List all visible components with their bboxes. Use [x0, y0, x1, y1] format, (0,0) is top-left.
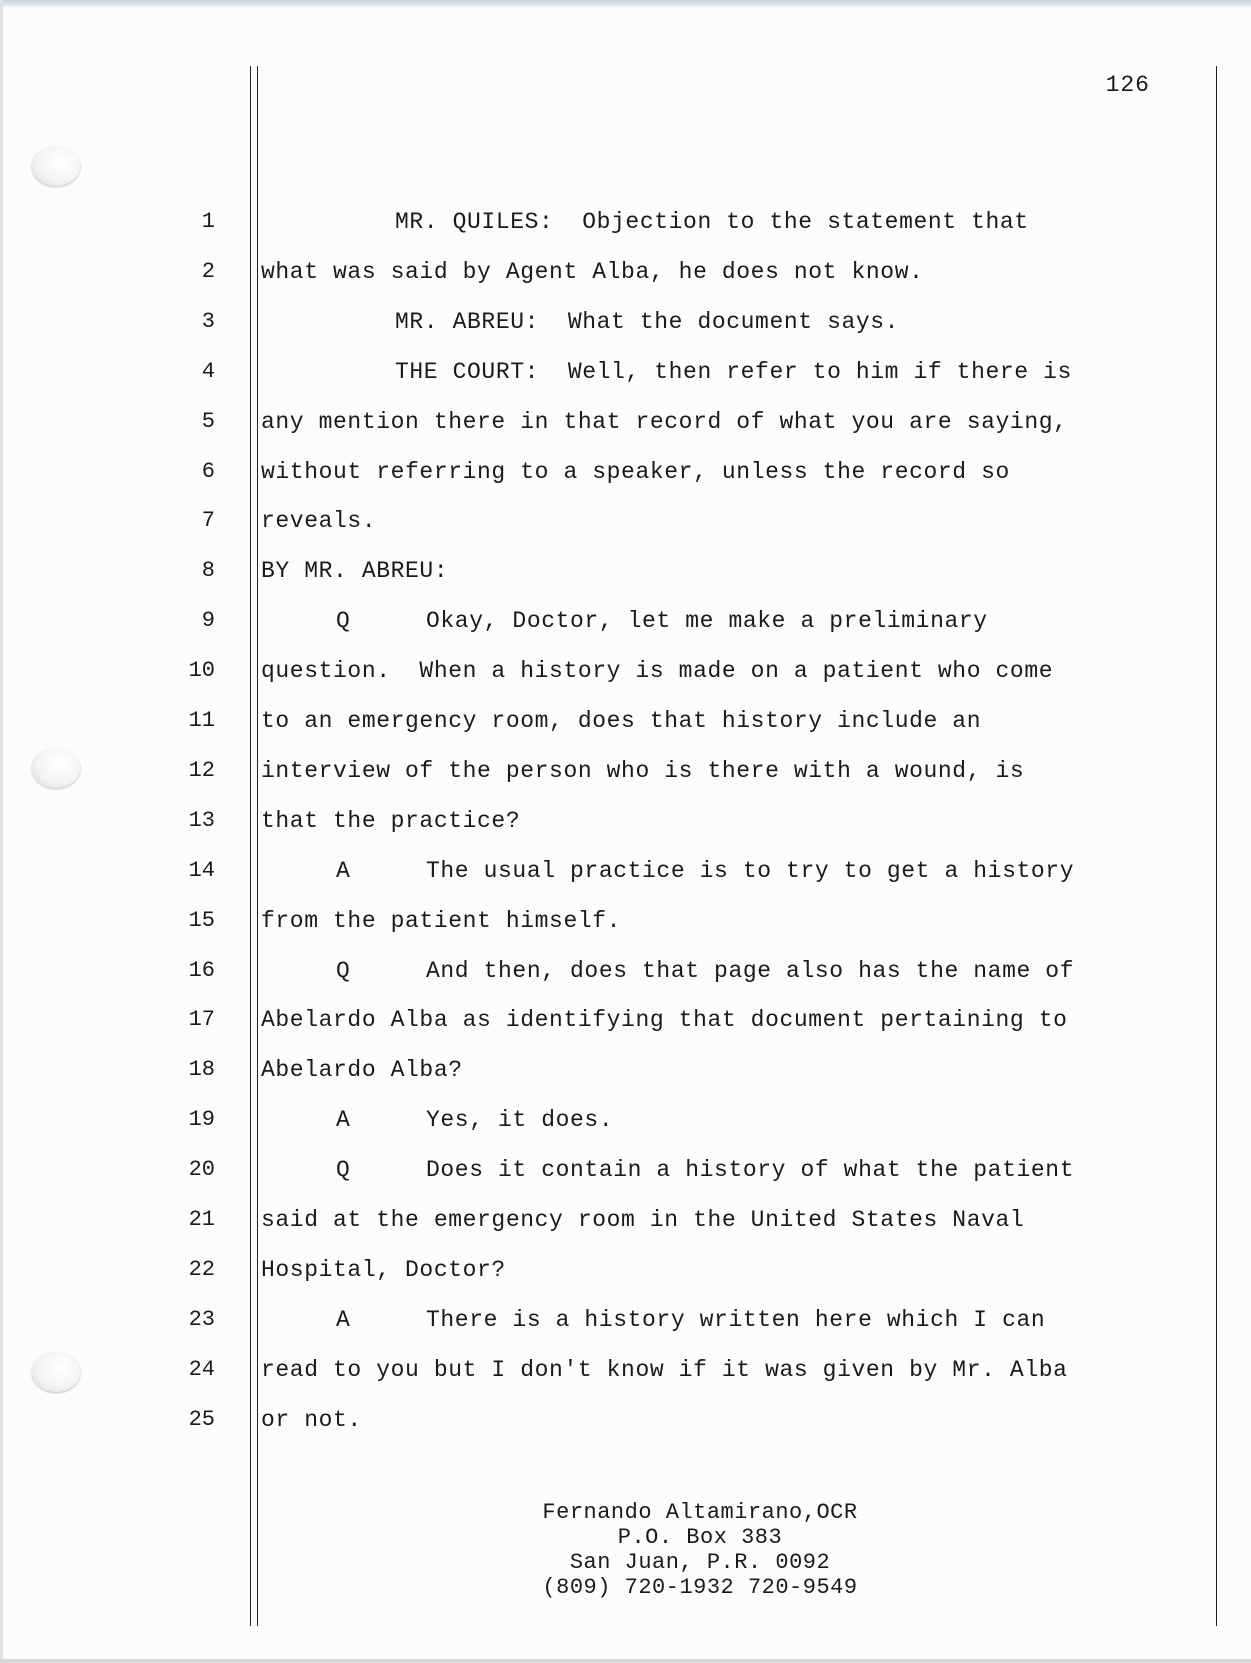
transcript-line	[0, 457, 1251, 487]
line-number: 1	[201, 209, 215, 234]
line-text: And then, does that page also has the name of	[426, 957, 1075, 984]
transcript-line	[0, 506, 1251, 536]
margin-rule-left-outer	[250, 66, 251, 1626]
line-text: Abelardo Alba?	[261, 1057, 463, 1084]
line-number: 19	[188, 1107, 215, 1133]
line-text: Does it contain a history of what the patient	[426, 1157, 1075, 1184]
transcript-line	[0, 1105, 1251, 1135]
line-number: 14	[188, 857, 215, 883]
line-number: 20	[188, 1157, 215, 1183]
line-text: Okay, Doctor, let me make a preliminary	[426, 608, 988, 635]
transcript-line	[0, 856, 1251, 886]
page-number: 126	[1105, 72, 1150, 98]
line-number: 5	[201, 408, 215, 434]
qa-marker: A	[336, 857, 351, 884]
reporter-name: Fernando Altamirano,OCR	[542, 1500, 858, 1525]
transcript-line	[0, 906, 1251, 936]
line-text: BY MR. ABREU:	[261, 558, 449, 585]
line-number: 21	[188, 1207, 215, 1232]
paper-bottom-edge	[0, 1659, 1251, 1663]
reporter-address: P.O. Box 383	[617, 1525, 783, 1550]
transcript-line	[0, 1255, 1251, 1285]
margin-rule-left-inner	[257, 66, 258, 1626]
reporter-phone: (809) 720-1932 720-9549	[542, 1575, 858, 1600]
line-number: 8	[201, 558, 215, 584]
line-text: what was said by Agent Alba, he does not know.	[261, 258, 924, 285]
line-text: The usual practice is to try to get a history	[426, 857, 1075, 884]
transcript-line	[0, 956, 1251, 986]
transcript-line	[0, 307, 1251, 337]
line-number: 7	[201, 508, 215, 534]
line-text: said at the emergency room in the United States Naval	[261, 1207, 1025, 1233]
qa-marker: Q	[336, 1157, 351, 1184]
transcript-line	[0, 1405, 1251, 1435]
transcript-line	[0, 357, 1251, 387]
line-text: Hospital, Doctor?	[261, 1256, 506, 1283]
line-number: 25	[188, 1406, 215, 1432]
line-number: 9	[201, 608, 215, 634]
qa-marker: Q	[336, 608, 351, 635]
transcript-line	[0, 1305, 1251, 1335]
line-number: 10	[188, 658, 215, 684]
line-text: interview of the person who is there with a wound, is	[261, 757, 1025, 784]
line-text: reveals.	[261, 508, 377, 535]
line-number: 3	[201, 308, 215, 334]
line-number: 18	[188, 1057, 215, 1083]
transcript-line	[0, 207, 1251, 237]
line-number: 11	[188, 708, 215, 733]
line-text: from the patient himself.	[261, 907, 622, 934]
qa-marker: Q	[336, 957, 351, 984]
punch-hole-top	[32, 146, 80, 186]
line-text: read to you but I don't know if it was given by Mr. Alba	[261, 1356, 1068, 1383]
transcript-line	[0, 1055, 1251, 1085]
line-number: 17	[188, 1007, 215, 1033]
reporter-city: San Juan, P.R. 0092	[569, 1550, 831, 1575]
line-text: MR. ABREU: What the document says.	[395, 308, 900, 335]
line-text: Yes, it does.	[426, 1107, 614, 1134]
line-text: or not.	[261, 1406, 362, 1433]
transcript-line	[0, 806, 1251, 836]
line-text: question. When a history is made on a patient who come	[261, 658, 1054, 685]
line-number: 15	[188, 907, 215, 933]
transcript-line	[0, 756, 1251, 786]
line-number: 13	[188, 807, 215, 833]
line-text: THE COURT: Well, then refer to him if there is	[395, 358, 1072, 385]
line-text: Abelardo Alba as identifying that document pertaining to	[261, 1007, 1068, 1034]
margin-rule-right	[1216, 66, 1217, 1626]
line-number: 16	[188, 957, 215, 983]
transcript-line	[0, 606, 1251, 636]
line-number: 22	[188, 1256, 215, 1282]
line-number: 4	[201, 358, 215, 384]
transcript-line	[0, 257, 1251, 287]
line-number: 6	[201, 458, 215, 484]
line-text: without referring to a speaker, unless the record so	[261, 458, 1010, 485]
qa-marker: A	[336, 1306, 351, 1333]
line-number: 23	[188, 1306, 215, 1332]
transcript-line	[0, 556, 1251, 586]
transcript-line	[0, 1205, 1251, 1235]
line-text: any mention there in that record of what you are saying,	[261, 408, 1068, 435]
transcript-line	[0, 706, 1251, 736]
line-number: 12	[188, 757, 215, 783]
line-number: 2	[201, 258, 215, 284]
line-text: There is a history written here which I can	[426, 1306, 1046, 1333]
line-text: to an emergency room, does that history include an	[261, 708, 982, 734]
line-text: that the practice?	[261, 807, 521, 834]
reporter-footer	[420, 1500, 980, 1600]
transcript-line	[0, 1355, 1251, 1385]
transcript-line	[0, 1005, 1251, 1035]
line-text: MR. QUILES: Objection to the statement that	[395, 209, 1029, 235]
transcript-line	[0, 407, 1251, 437]
qa-marker: A	[336, 1107, 351, 1134]
paper-top-edge	[0, 0, 1251, 7]
transcript-line	[0, 656, 1251, 686]
line-number: 24	[188, 1356, 215, 1382]
transcript-line	[0, 1155, 1251, 1185]
